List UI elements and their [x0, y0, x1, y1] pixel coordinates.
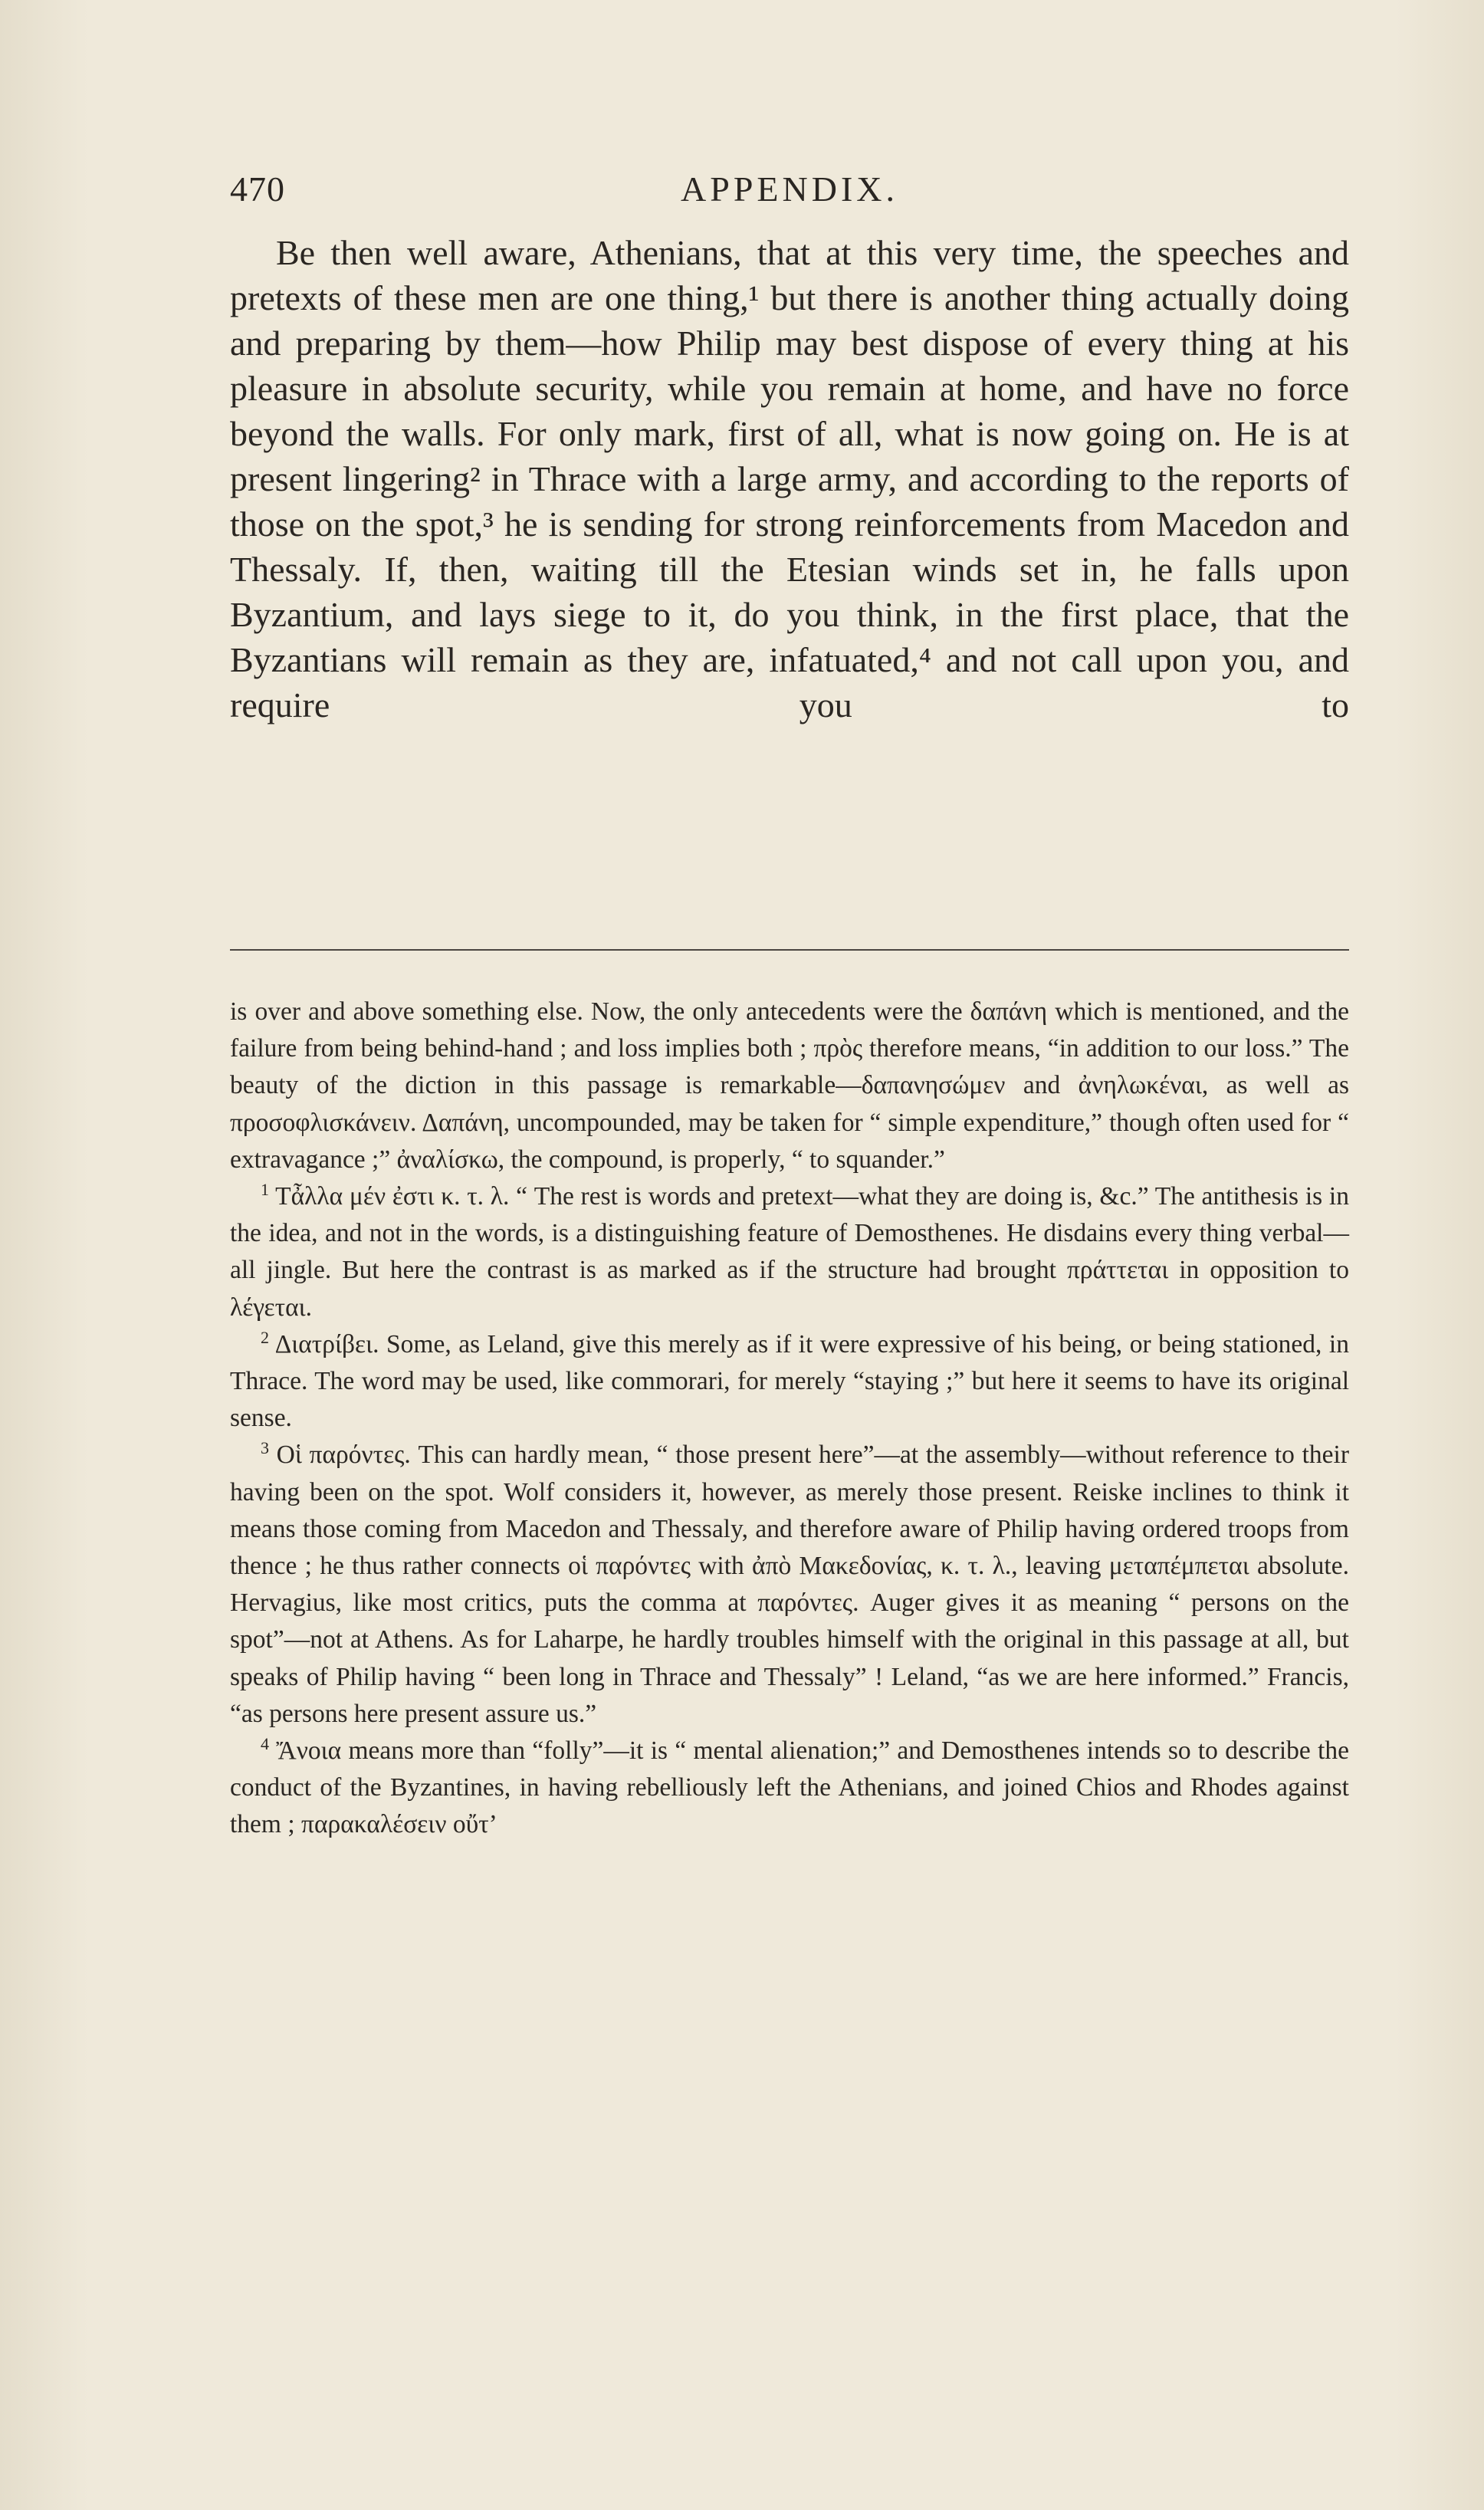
main-text: [230, 230, 1349, 728]
footnote-divider: [230, 949, 1349, 951]
page-title: APPENDIX.: [681, 169, 898, 209]
footnote-3: [230, 1437, 1349, 1733]
footnote-1: [230, 1178, 1349, 1326]
page-number: 470: [230, 169, 285, 209]
running-head: [230, 169, 1349, 222]
footnote-text: Διατρίβει. Some, as Leland, give this merely as if it were expressive of his being, or being stationed, in Thrace. The word may be used, like commorari, for merely “staying ;” but here it seems to have its original sense.: [230, 1329, 1349, 1433]
footnotes: [230, 994, 1349, 1844]
footnote-marker: 1: [261, 1179, 269, 1199]
footnote-4: [230, 1733, 1349, 1844]
footnote-text: Οἱ παρόντες. This can hardly mean, “ those present here”—at the assembly—without reference to their having been on the spot. Wolf considers it, however, as merely those present. Reiske inclines to think it means those coming from Macedon and Thessaly, and therefore aware of Philip having ordered troops from thence ; he thus rather connects οἱ παρόντες with ἀπὸ Μακεδονίας, κ. τ. λ., leaving μεταπέμπεται absolute. Hervagius, like most critics, puts the comma at παρόντες. Auger gives it as meaning “ persons on the spot”—not at Athens. As for Laharpe, he hardly troubles himself with the original in this passage at all, but speaks of Philip having “ been long in Thrace and Thessaly” ! Leland, “as we are here informed.” Francis, “as persons here present assure us.”: [230, 1441, 1349, 1728]
footnote-marker: 4: [261, 1733, 269, 1753]
footnote-2: [230, 1326, 1349, 1437]
footnote-text: Tἆλλα μέν ἐστι κ. τ. λ. “ The rest is words and pretext—what they are doing is, &c.” The antithesis is in the idea, and not in the words, is a distinguishing feature of Demosthenes. He disdains every thing verbal—all jingle. But here the contrast is as marked as if the structure had brought πράττεται in opposition to λέγεται.: [230, 1182, 1349, 1322]
footnote-marker: 3: [261, 1438, 269, 1458]
body-paragraph: Be then well aware, Athenians, that at this very time, the speeches and pretexts of these men are one thing,¹ but there is another thing actually doing and preparing by them—how Philip may best dispose of every thing at his pleasure in absolute security, while you remain at home, and have no force beyond the walls. For only mark, first of all, what is now going on. He is at present lingering² in Thrace with a large army, and according to the reports of those on the spot,³ he is sending for strong reinforcements from Macedon and Thessaly. If, then, waiting till the Etesian winds set in, he falls upon Byzantium, and lays siege to it, do you think, in the first place, that the Byzantians will remain as they are, infatuated,⁴ and not call upon you, and require you to: [230, 233, 1349, 724]
footnote-marker: 2: [261, 1327, 269, 1347]
footnote-text: Ἄνοια means more than “folly”—it is “ mental alienation;” and Demosthenes intends so to describe the conduct of the Byzantines, in having rebelliously left the Athenians, and joined Chios and Rhodes against them ; παρακαλέσειν οὔτ’: [230, 1736, 1349, 1839]
footnote-continuation: is over and above something else. Now, the only antecedents were the δαπάνη which is mentioned, and the failure from being behind-hand ; and loss implies both ; πρὸς therefore means, “in addition to our loss.” The beauty of the diction in this passage is remarkable—δαπανησώμεν and ἀνηλωκέναι, as well as προσοφλισκάνειν. Δαπάνη, uncompounded, may be taken for “ simple expenditure,” though often used for “ extravagance ;” ἀναλίσκω, the compound, is properly, “ to squander.”: [230, 997, 1349, 1174]
